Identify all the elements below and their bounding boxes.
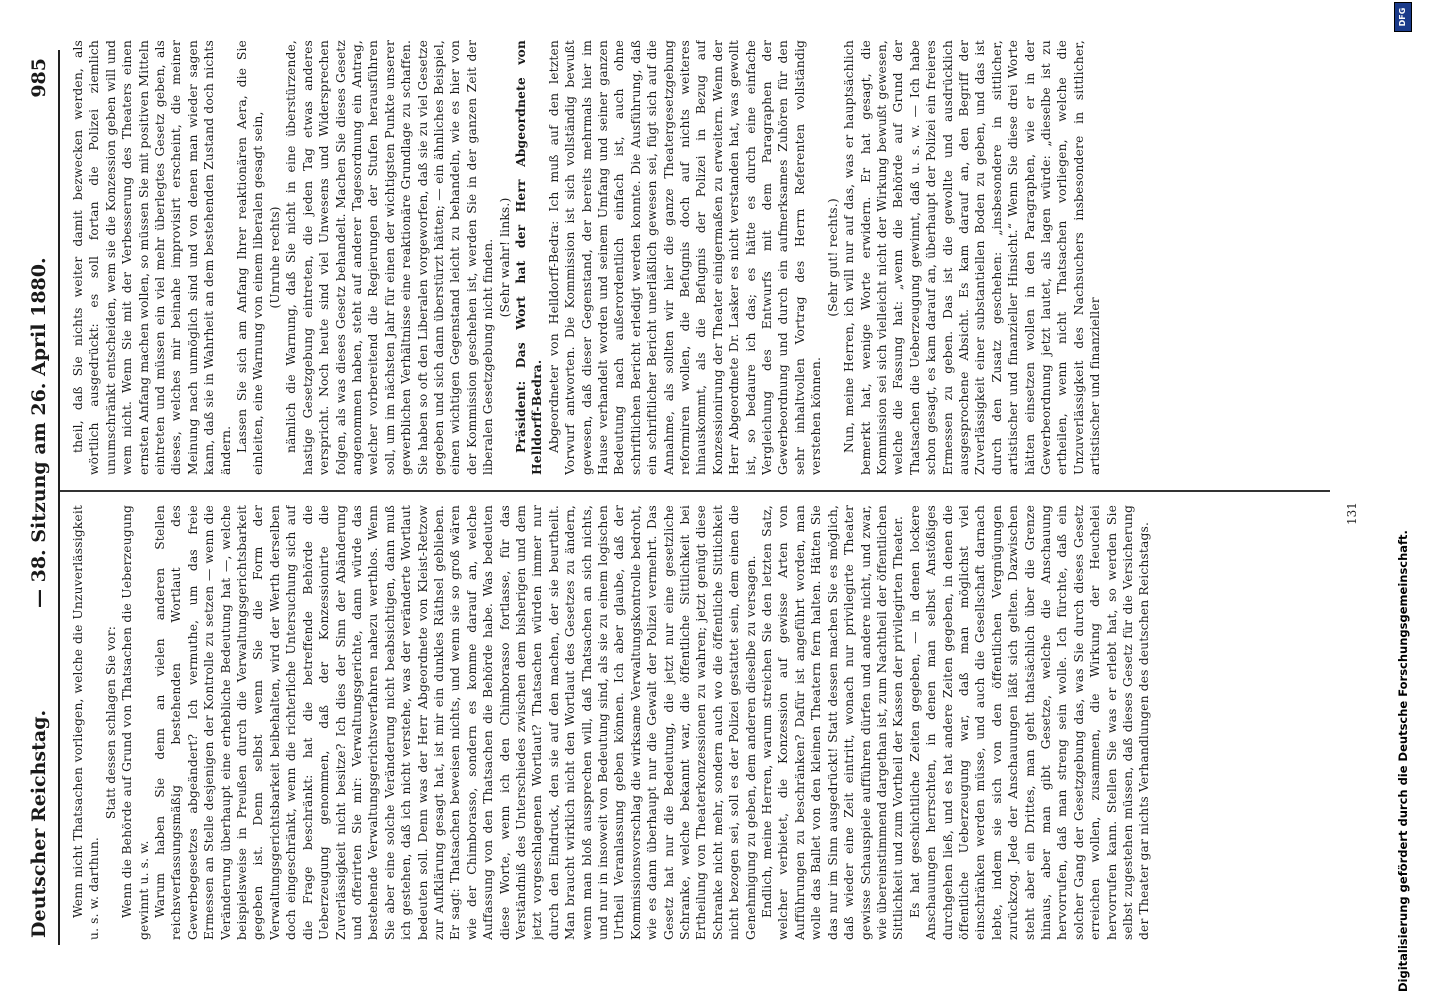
column-rule xyxy=(60,490,1330,492)
paragraph: (Sehr gut! rechts.) xyxy=(825,198,840,317)
credit-text: Digitalisierung gefördert durch die Deutsche Forschungsgemeinschaft. xyxy=(1396,530,1410,992)
paragraph: Endlich, meine Herren, warum streichen Sie den letzten Satz, welcher verbietet, die Konzession auf gewisse Arten von Aufführungen zu beschränken? Dafür ist angeführt worden, man wolle das Ballet von den kleinen Theatern fern halten. Hätten Sie das nur im Sinn ausgedrückt! Statt dessen machen Sie es möglich, daß wieder eine Zeit eintritt, wonach nur privilegirte Theater gewisse Schauspiele aufführen dürfen und andere nicht, und zwar, wie übereinstimmend dargethan ist, zum Nachtheil der öffentlichen Sittlichkeit und zum Vortheil der Kassen der privilegirten Theater. xyxy=(760,505,906,940)
paragraph: Lassen Sie sich am Anfang Ihrer reaktionären Aera, die Sie einleiten, eine Warnung von einem liberalen gesagt sein, xyxy=(235,40,266,475)
paragraph: Es hat geschichtliche Zeiten gegeben, — in denen lockere Anschauungen herrschten, in denen man selbst Anstößiges durchgehen ließ, und es hat andere Zeiten gegeben, in denen die öffentliche Ueberzeugung war, daß man möglichst viel einschränken werden müsse, und auch die Gesellschaft darnach lebte, indem sie sich von den öffentlichen Vergnügungen zurückzog. Jede der Anschauungen läßt sich gelten. Dazwischen steht aber ein Drittes, man geht thatsächlich über die Grenze hinaus, aber man gibt Gesetze, welche die Anschauung hervorrufen, daß man streng sein wolle. Ich fürchte, daß ein solcher Gang der Gesetzgebung das, was Sie durch dieses Gesetz erreichen wollen, zusammen, die Wirkung der Heuchelei hervorrufen kann. Stellen Sie was er erlebt hat, so werden Sie selbst zugestehen müssen, daß dieses Gesetz für die Versicherung der Theater gar nichts Verhandlungen des deutschen Reichstags. xyxy=(907,505,1152,940)
right-column xyxy=(70,40,1325,475)
paragraph: Wenn nicht Thatsachen vorliegen, welche die Unzuverlässigkeit u. s. w. darthun. xyxy=(71,505,102,940)
paragraph: Warum haben Sie denn an vielen anderen Stellen reichsverfassungsmäßig bestehenden Wortlaut des Gewerbegesetzes abgeändert? Ich vermuthe, um das freie Ermessen an Stelle desjenigen der Kontrolle zu setzen — wenn die Veränderung überhaupt eine erhebliche Bedeutung hat —, welche beispielsweise in Preußen durch die Verwaltungsgerichtsbarkeit gegeben ist. Denn selbst wenn Sie die Form der Verwaltungsgerichtsbarkeit beibehalten, wird der Werth derselben doch eingeschränkt, wenn die richterliche Untersuchung sich auf die Frage beschränkt: hat die betreffende Behörde die Ueberzeugung genommen, daß der Konzessionirte die Zuverlässigkeit nicht besitze? Ich dies der Sinn der Abänderung und offerirten Sie mir: Verwaltungsgerichte, dann würde das bestehende Verwaltungsgerichtsverfahren nahezu werthlos. Wenn Sie aber eine solche Veränderung nicht beabsichtigen, dann muß ich gestehen, daß ich nicht verstehe, was der veränderte Wortlaut bedeuten soll. Denn was der Herr Abgeordnete von Kleist-Retzow zur Aufklärung gesagt hat, ist mir ein dunkles Räthsel geblieben. Er sagt: Thatsachen beweisen nichts, und wenn sie so groß wären wie der Chimborasso, sondern es komme darauf an, welche Auffassung von den Thatsachen die Behörde habe. Was bedeuten diese Worte, wenn ich den Chimborasso fortlasse, für das Verständniß des Unterschiedes zwischen dem bisherigen und dem jetzt vorgeschlagenen Wortlaut? Thatsachen würden immer nur durch den Eindruck, den sie auf den machen, der sie beurtheilt. Man braucht wirklich nicht den Wortlaut des Gesetzes zu ändern, wenn man bloß aussprechen will, daß Thatsachen an sich nichts, und nur in insoweit von Bedeutung sind, als sie zu einem logischen Urtheil Veranlassung geben können. Ich aber glaube, daß der Kommissionsvorschlag die wirksame Verwaltungskontrolle bedroht, wie es dann überhaupt nur die Gewalt der Polizei vermehrt. Das Gesetz hat nur die Bedeutung, die jetzt nur eine gesetzliche Schranke, welche bekannt war, die öffentliche Sittlichkeit bei Ertheilung von Theaterkonzessionen zu wahren; jetzt genügt diese Schranke nicht mehr, sondern auch wo die öffentliche Sittlichkeit nicht bezogen sei, soll es der Polizei gestattet sein, dem einen die Genehmigung zu geben, dem anderen dieselbe zu versagen. xyxy=(153,505,758,940)
sheet-number: 131 xyxy=(1345,502,1359,525)
paragraph: (Unruhe rechts) xyxy=(267,206,282,309)
paragraph: theil, daß Sie nichts weiter damit bezwecken werden, als wörtlich ausgedrückt: es soll fortan die Polizei ziemlich unumschränkt entscheiden, wem sie die Konzession geben will und wem nicht. Wenn Sie mit der Verbesserung des Theaters einen ernsten Anfang machen wollen, so müssen Sie mit positiven Mitteln eintreten und müssen ein viel mehr überlegtes Gesetz geben, als dieses, welches mir beinahe improvisirt erscheint, die meiner Meinung nach unmöglich sind und von denen man wieder sagen kann, daß sie in Wahrheit an dem bestehenden Zustand doch nichts ändern. xyxy=(71,40,233,475)
paragraph: nämlich die Warnung, daß Sie nicht in eine überstürzende, hastige Gesetzgebung eintreten, die jeden Tag etwas anderes verspricht. Noch heute sind viel Unwesens und Widersprechen folgen, als was dieses Gesetz behandelt. Machen Sie dieses Gesetz angenommen haben, steht auf anderer Tagesordnung ein Antrag, welcher vorbereitend die Regierungen der Stufen herausführen soll, um im nächsten Jahr für einen der wichtigsten Punkte unserer gewerblichen Verhältnisse eine reaktionäre Grundlage zu schaffen. Sie haben so oft den Liberalen vorgeworfen, daß sie zu viel Gesetze gegeben und sich dann überstürzt hätten; — ein ähnliches Beispiel, einen wichtigen Gegenstand leicht zu behandeln, wie es hier von der Kommission geschehen ist, werden Sie in der ganzen Zeit der liberalen Gesetzgebung nicht finden. xyxy=(284,40,496,475)
paragraph: Abgeordneter von Helldorff-Bedra: Ich muß auf den letzten Vorwurf antworten. Die Kommission ist sich vollständig bewußt gewesen, daß dieser Gegenstand, der bereits mehrmals hier im Hause verhandelt worden und seinem Umfang und seiner ganzen Bedeutung nach außerordentlich einfach ist, auch ohne schriftlichen Bericht erledigt werden konnte. Die Ausführung, daß ein schriftlicher Bericht unerläßlich gewesen sei, fügt sich auf die Annahme, als sollten wir hier die ganze Theatergesetzgebung reformiren wollen, die Befugnis doch auf nichts weiteres hinauskommt, als die Befugnis der Polizei in Bezug auf Konzessionirung der Theater einigermaßen zu erweitern. Wenn der Herr Abgeordnete Dr. Lasker es nicht verstanden hat, was gewollt ist, so bedaure ich das; es hätte es durch eine einfache Vergleichung des Entwurfs mit dem Paragraphen der Gewerbeordnung und durch ein aufmerksames Zuhören für den sehr inhaltvollen Vortrag des Herrn Referenten vollständig verstehen können. xyxy=(546,40,824,475)
dfg-logo: DFG xyxy=(1394,2,1412,32)
paragraph: Nun, meine Herren, ich will nur auf das, was er hauptsächlich bemerkt hat, wenige Worte erwidern. Er hat gesagt, die Kommission sei sich vielleicht nicht der Wirkung bewußt gewesen, welche die Fassung hat: „wenn die Behörde auf Grund der Thatsachen die Ueberzeugung gewinnt, daß u. s. w. — Ich habe schon gesagt, es kam darauf an, überhaupt der Polizei ein freieres Ermessen zu geben. Das ist die gewollte und ausdrücklich ausgesprochene Absicht. Es kam darauf an, den Begriff der Zuverlässigkeit einer substantiellen Boden zu geben, und das ist durch den Zusatz geschehen: „insbesondere in sittlicher, artistischer und finanzieller Hinsicht.“ Wenn Sie diese drei Worte hätten einsetzen wollen in den Paragraphen, wie er in der Gewerbeordnung jetzt lautet, als lagen würde: „dieselbe ist zu ertheilen, wenn nicht Thatsachen vorliegen, welche die Unzuverlässigkeit des Nachsuchers insbesondere in sittlicher, artistischer und finanzieller xyxy=(842,40,1103,475)
paragraph: Statt dessen schlagen Sie vor: xyxy=(103,625,118,820)
header-publication: Deutscher Reichstag. xyxy=(28,709,50,938)
running-header xyxy=(24,58,58,938)
left-column xyxy=(70,505,1325,940)
paragraph: (Sehr wahr! links.) xyxy=(497,197,512,318)
digitization-credit xyxy=(1390,0,1430,1000)
paragraph: Wenn die Behörde auf Grund von Thatsachen die Ueberzeugung gewinnt u. s. w. xyxy=(120,505,151,940)
header-page-number: 985 xyxy=(28,58,50,98)
header-session: — 38. Sitzung am 26. April 1880. xyxy=(28,257,50,608)
paragraph: Präsident: Das Wort hat der Herr Abgeordnete von Helldorff-Bedra. xyxy=(512,40,545,475)
header-rule xyxy=(58,50,60,945)
